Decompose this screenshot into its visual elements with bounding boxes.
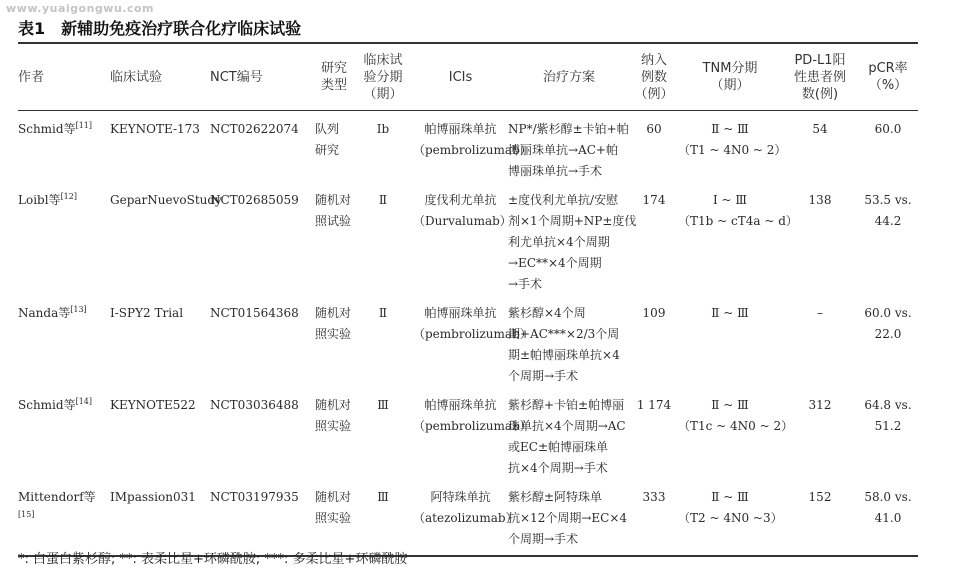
type-line: 研究: [315, 143, 340, 157]
header-tnm: [678, 43, 782, 111]
table-row: [18, 111, 918, 183]
cell-trial: KEYNOTE522: [110, 398, 196, 412]
cell-type: [315, 111, 353, 183]
header-pcr-line: （%）: [868, 78, 908, 93]
ici-line: （pembrolizumab）: [413, 419, 532, 433]
ici-line: 帕博丽珠单抗: [424, 122, 497, 136]
cell-pcr: 58.0 vs. 41.0: [858, 479, 918, 556]
regimen-line: 博丽珠单抗→AC+帕: [508, 143, 618, 157]
regimen-line: →手术: [508, 277, 543, 291]
cell-n: 174: [642, 193, 666, 207]
header-pdl1-line: 数(例): [801, 86, 839, 102]
cell-nct: NCT01564368: [210, 306, 299, 320]
cell-type: [315, 182, 353, 295]
cell-pcr: 53.5 vs. 44.2: [864, 193, 912, 228]
cell-author: [18, 387, 110, 479]
regimen-line: 紫杉醇×4个周: [508, 306, 586, 320]
cell-pcr: 60.0: [874, 122, 902, 136]
cell-ici: [413, 111, 532, 183]
header-type-line: 研究: [320, 61, 347, 76]
regimen-line: 个周期→手术: [508, 532, 579, 546]
cell-tnm: [678, 111, 787, 183]
regimen-line: NP*/紫杉醇±卡铂+帕: [508, 122, 629, 136]
regimen-line: →EC**×4个周期: [508, 256, 602, 270]
header-nct: NCT编号: [210, 43, 315, 111]
header-pcr-line: pCR率: [868, 61, 908, 76]
header-pdl1-line: PD-L1阳: [794, 52, 846, 68]
tnm-line: （T1 ~ 4N0 ~ 2）: [678, 143, 787, 157]
cell-n: 109: [642, 306, 666, 320]
cell-author: [18, 111, 110, 183]
cell-pdl1: –: [817, 306, 823, 320]
cell-regimen: [508, 479, 630, 556]
cell-ici: [413, 479, 518, 556]
ici-line: 帕博丽珠单抗: [424, 398, 497, 412]
cell-trial: KEYNOTE-173: [110, 122, 200, 136]
regimen-line: ±度伐利尤单抗/安慰: [508, 193, 619, 207]
reference-marker: [12]: [60, 192, 77, 201]
cell-nct: NCT03036488: [210, 398, 299, 412]
cell-pcr: 64.8 vs. 51.2: [864, 398, 912, 433]
regimen-line: 期±帕博丽珠单抗×4: [508, 348, 620, 362]
regimen-line: 剂×1个周期+NP±度伐: [508, 214, 637, 228]
regimen-line: 或EC±帕博丽珠单: [508, 440, 608, 454]
table-footnote: *: 白蛋白紫杉醇; **: 表柔比星+环磷酰胺; ***: 多柔比星+环磷酰胺: [18, 552, 408, 567]
reference-marker: [13]: [70, 305, 87, 314]
header-icis: ICIs: [413, 43, 508, 111]
type-line: 随机对: [315, 490, 352, 504]
cell-trial: IMpassion031: [110, 479, 210, 556]
cell-pdl1: 152: [782, 479, 858, 556]
table-caption: [18, 16, 301, 39]
type-line: 随机对: [315, 193, 352, 207]
type-line: 随机对: [315, 306, 352, 320]
cell-tnm: [678, 295, 782, 387]
table-row: [18, 479, 918, 556]
header-n-line: （例）: [634, 86, 674, 102]
cell-pcr: 60.0 vs. 22.0: [864, 306, 912, 341]
cell-n: 1 174: [636, 398, 672, 412]
header-phase-line: （期）: [363, 86, 403, 102]
cell-author: [18, 182, 110, 295]
cell-ici: [413, 182, 512, 295]
cell-nct: NCT02622074: [210, 122, 299, 136]
table-row: [18, 295, 918, 387]
cell-type: [315, 295, 353, 387]
cell-regimen: [508, 295, 630, 387]
tnm-line: Ⅱ ~ Ⅲ: [711, 122, 749, 136]
cell-phase: Ⅰb: [376, 122, 390, 136]
cell-n: 60: [646, 122, 662, 136]
author-name: Loibl等: [18, 193, 61, 207]
header-pcr: [858, 43, 918, 111]
table-title: 新辅助免疫治疗联合化疗临床试验: [61, 19, 302, 38]
tnm-line: Ⅱ ~ Ⅲ: [711, 398, 749, 412]
header-n: [630, 43, 678, 111]
table-row: [18, 387, 918, 479]
type-line: 队列: [315, 122, 340, 136]
cell-trial: GeparNuevoStudy: [110, 193, 222, 207]
header-n-line: 例数: [640, 69, 667, 85]
header-phase: [353, 43, 413, 111]
tnm-line: Ⅱ ~ Ⅲ: [711, 306, 749, 320]
cell-regimen: [508, 111, 630, 183]
author-name: Mittendorf等: [18, 490, 96, 504]
table-number: 表1: [18, 19, 46, 38]
author-name: Schmid等: [18, 122, 76, 136]
header-tnm-line: （期）: [710, 78, 750, 93]
cell-pdl1: 312: [808, 398, 832, 412]
cell-tnm: [678, 479, 782, 556]
cell-nct: NCT02685059: [210, 193, 299, 207]
cell-pdl1: 138: [808, 193, 832, 207]
cell-phase: Ⅱ: [378, 306, 388, 320]
cell-trial: I-SPY2 Trial: [110, 306, 184, 320]
header-type: [315, 43, 353, 111]
regimen-line: 紫杉醇+卡铂±帕博丽: [508, 398, 625, 412]
tnm-line: Ⅱ ~ Ⅲ: [711, 490, 749, 504]
header-pdl1-line: 性患者例: [793, 69, 846, 85]
ici-line: （atezolizumab）: [413, 511, 518, 525]
cell-author: [18, 479, 110, 556]
tnm-line: Ⅰ ~ Ⅲ: [713, 193, 747, 207]
reference-marker: [14]: [75, 397, 92, 406]
reference-marker: [11]: [75, 121, 92, 130]
type-line: 照实验: [315, 327, 352, 341]
cell-tnm: [678, 387, 794, 479]
regimen-line: 期+AC***×2/3个周: [508, 327, 620, 341]
cell-type: [315, 387, 353, 479]
cell-phase: Ⅱ: [378, 193, 388, 207]
ici-line: 阿特珠单抗: [430, 490, 491, 504]
tnm-line: （T1b ~ cT4a ~ d）: [678, 214, 798, 228]
author-name: Schmid等: [18, 398, 76, 412]
header-phase-line: 验分期: [363, 69, 403, 85]
header-type-line: 类型: [320, 78, 347, 93]
regimen-line: 抗×12个周期→EC×4: [508, 511, 628, 525]
tnm-line: （T1c ~ 4N0 ~ 2）: [678, 419, 794, 433]
cell-ici: [413, 295, 532, 387]
header-pdl1: [782, 43, 858, 111]
author-name: Nanda等: [18, 306, 71, 320]
regimen-line: 珠单抗×4个周期→AC: [508, 419, 626, 433]
cell-author: [18, 295, 110, 387]
regimen-line: 个周期→手术: [508, 369, 579, 383]
ici-line: 帕博丽珠单抗: [424, 306, 497, 320]
ici-line: （pembrolizumab）: [413, 143, 532, 157]
regimen-line: 紫杉醇±阿特珠单: [508, 490, 603, 504]
tnm-line: （T2 ~ 4N0 ~3）: [678, 511, 783, 525]
reference-marker: [15]: [18, 510, 35, 519]
ici-line: 度伐利尤单抗: [424, 193, 497, 207]
type-line: 随机对: [315, 398, 352, 412]
cell-regimen: [508, 182, 637, 295]
header-author: 作者: [18, 43, 110, 111]
header-row: [18, 43, 918, 111]
cell-tnm: [678, 182, 798, 295]
header-tnm-line: TNM分期: [702, 61, 758, 76]
cell-type: [315, 479, 353, 556]
cell-phase: Ⅲ: [353, 479, 413, 556]
ici-line: （pembrolizumab）: [413, 327, 532, 341]
regimen-line: 抗×4个周期→手术: [508, 461, 608, 475]
header-regimen: 治疗方案: [508, 43, 630, 111]
header-trial: 临床试验: [110, 43, 210, 111]
clinical-trials-table: [18, 42, 918, 557]
header-n-line: 纳入: [640, 52, 667, 68]
cell-ici: [413, 387, 532, 479]
ici-line: （Durvalumab）: [413, 214, 512, 228]
cell-phase: Ⅲ: [377, 398, 389, 412]
header-phase-line: 临床试: [363, 52, 403, 68]
cell-n: 333: [630, 479, 678, 556]
cell-nct: NCT03197935: [210, 479, 315, 556]
type-line: 照实验: [315, 511, 352, 525]
table-row: [18, 182, 918, 295]
regimen-line: 博丽珠单抗→手术: [508, 164, 603, 178]
type-line: 照试验: [315, 214, 352, 228]
type-line: 照实验: [315, 419, 352, 433]
cell-regimen: [508, 387, 630, 479]
regimen-line: 利尤单抗×4个周期: [508, 235, 610, 249]
cell-pdl1: 54: [812, 122, 828, 136]
watermark: www.yuaigongwu.com: [6, 2, 155, 15]
